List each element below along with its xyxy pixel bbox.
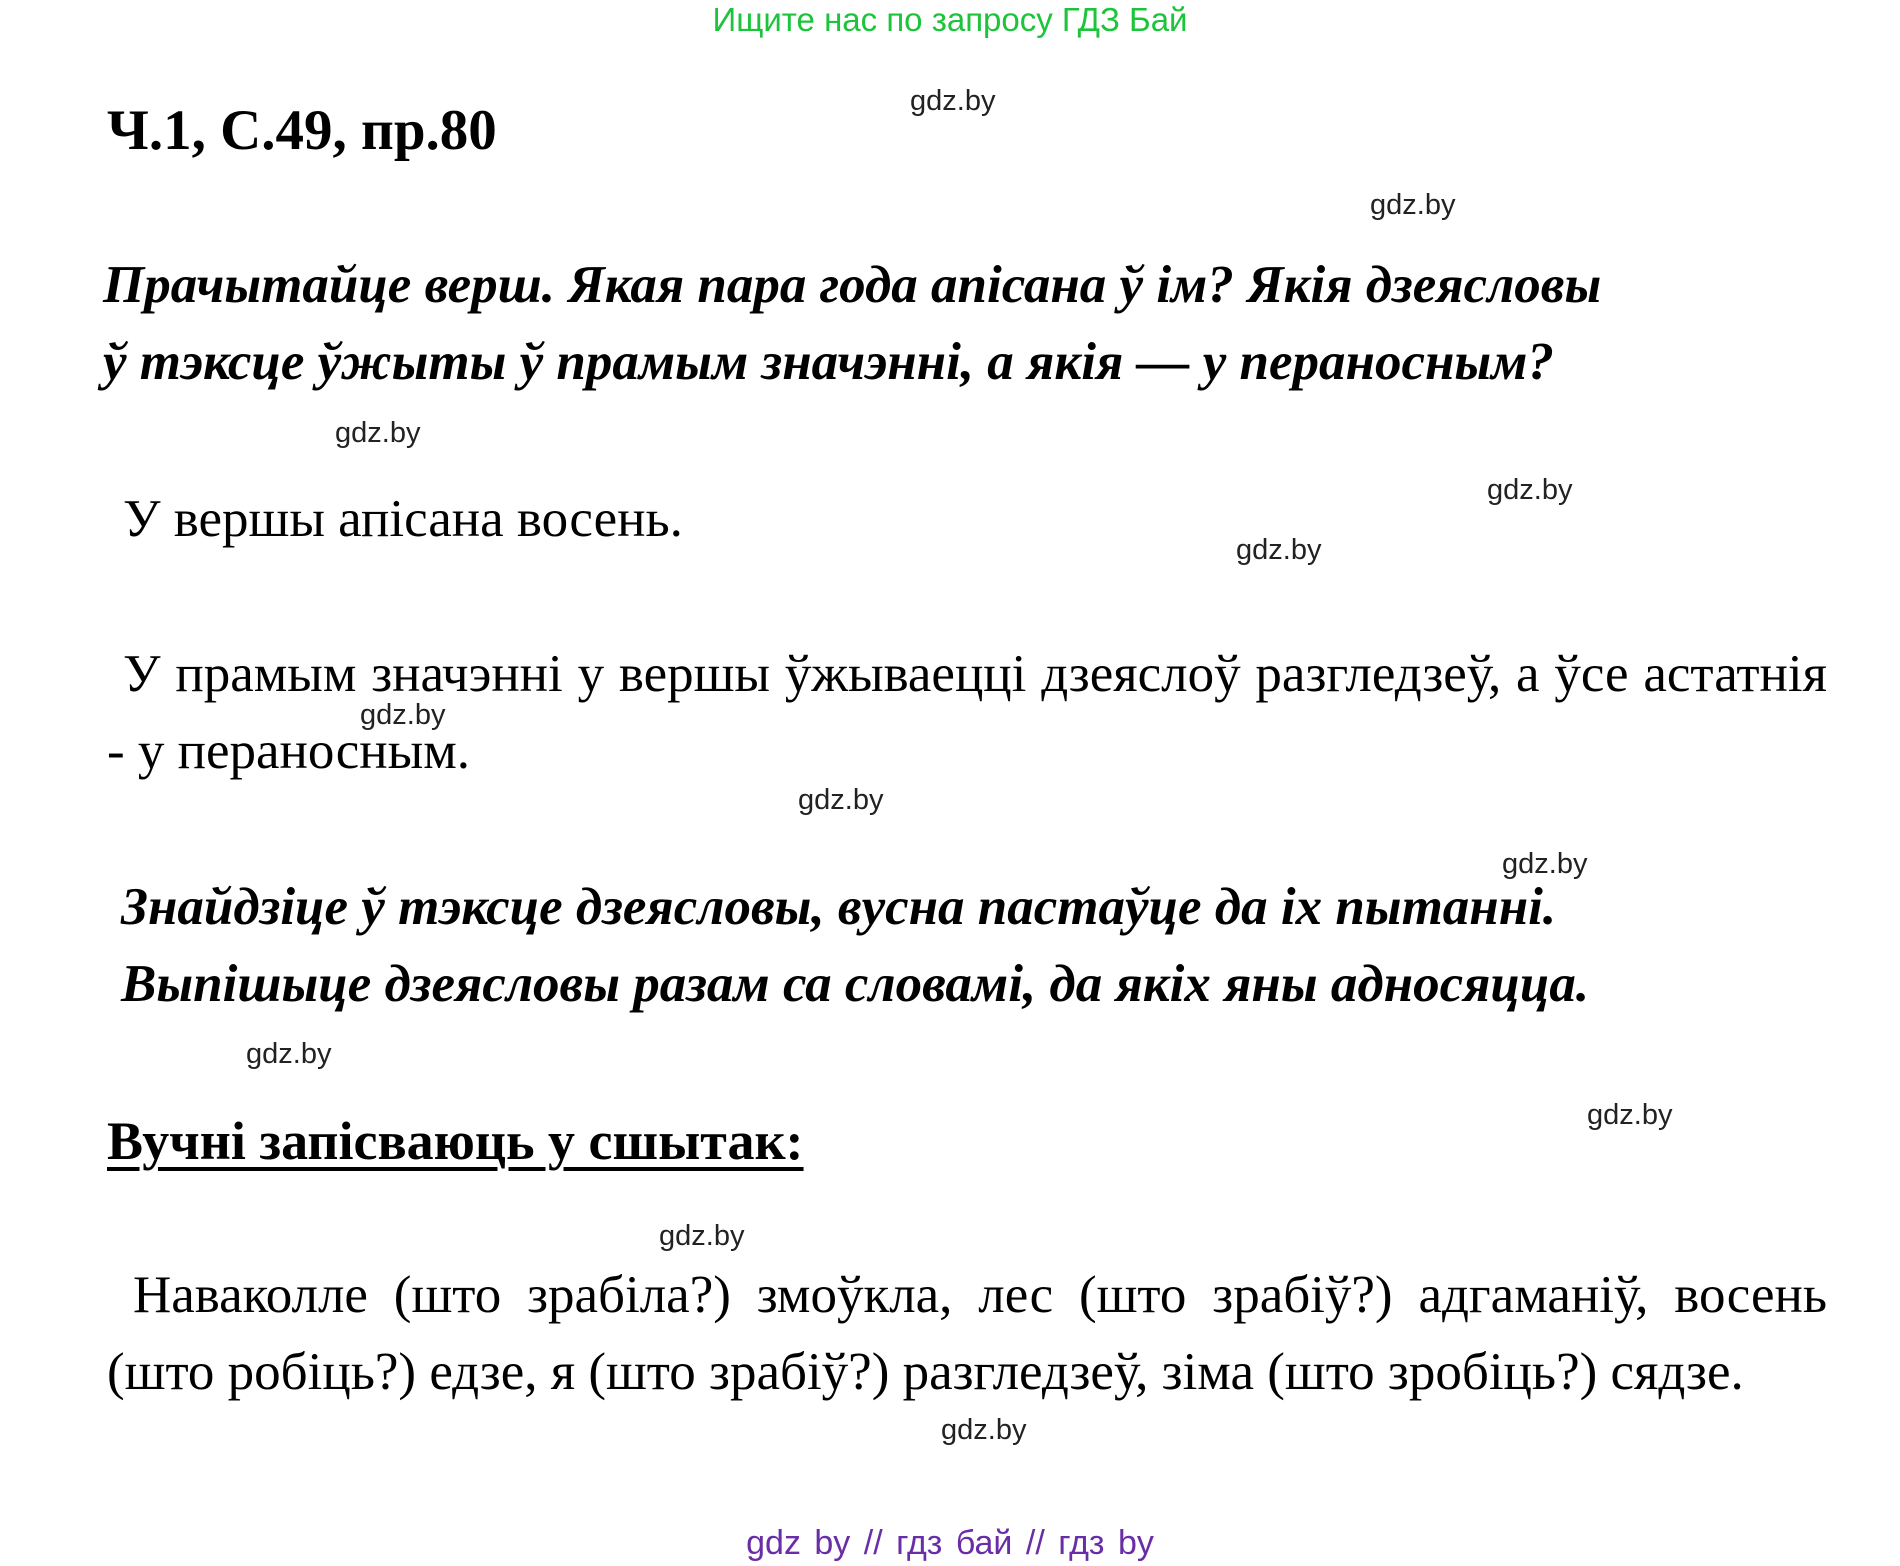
watermark: gdz.by — [798, 784, 884, 816]
watermark: gdz.by — [1236, 534, 1322, 566]
watermark: gdz.by — [1487, 474, 1573, 506]
answer-2-text: У прамым значэнні у вершы ўжываецці дзеяслоў разгледзеў, а ўсе астатнія - у пераносным. — [107, 645, 1827, 780]
watermark: gdz.by — [659, 1220, 745, 1252]
watermark: gdz.by — [246, 1038, 332, 1070]
task-2-line-1: Знайдзіце ў тэксце дзеясловы, вусна пастаўце да іх пытанні. — [121, 878, 1557, 936]
footer-links: gdz by // гдз бай // гдз by — [746, 1524, 1154, 1562]
answer-1-text: У вершы апісана восень. — [123, 490, 683, 548]
task-2-line-2: Выпішыце дзеясловы разам са словамі, да якіх яны адносяцца. — [121, 955, 1590, 1013]
page-title: Ч.1, С.49, пр.80 — [107, 99, 497, 162]
watermark: gdz.by — [941, 1414, 1027, 1446]
task-1 — [103, 247, 1601, 401]
watermark: gdz.by — [1502, 848, 1588, 880]
watermark: gdz.by — [1587, 1099, 1673, 1131]
watermark: gdz.by — [360, 699, 446, 731]
task-1-line-2: ў тэксце ўжыты ў прамым значэнні, а якія — у пераносным? — [103, 333, 1554, 391]
task-2 — [121, 869, 1589, 1023]
watermark: gdz.by — [335, 417, 421, 449]
task-1-line-1: Прачытайце верш. Якая пара года апісана ў ім? Якія дзеясловы — [103, 256, 1602, 314]
watermark: gdz.by — [910, 85, 996, 117]
answer-3 — [107, 1257, 1827, 1411]
watermark: gdz.by — [1370, 189, 1456, 221]
search-banner: Ищите нас по запросу ГДЗ Бай — [712, 1, 1188, 38]
subheading: Вучні запісваюць у сшытак: — [107, 1111, 804, 1171]
answer-3-text: Наваколле (што зрабіла?) змоўкла, лес (што зрабіў?) адгаманіў, восень (што робіць?) едзе, я (што зрабіў?) разгледзеў, зіма (што зробіць?) сядзе. — [107, 1266, 1827, 1401]
